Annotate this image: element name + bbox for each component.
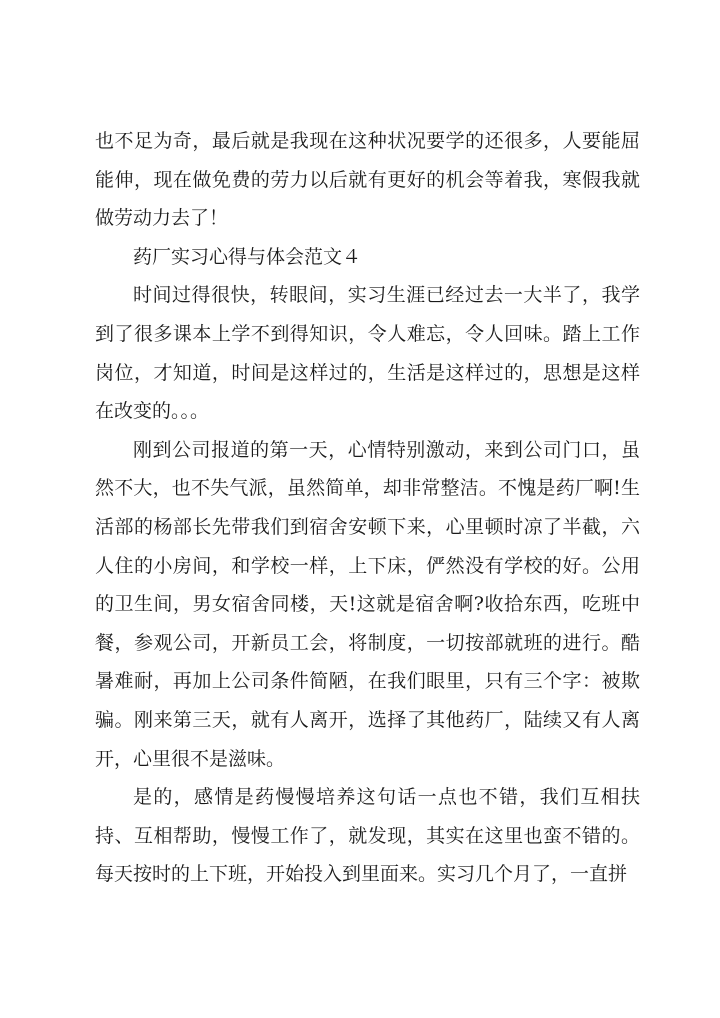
paragraph-first-day: 刚到公司报道的第一天，心情特别激动，来到公司门口，虽然不大，也不失气派，虽然简单，却非常整洁。不愧是药厂啊!生活部的杨部长先带我们到宿舍安顿下来，心里顿时凉了半截，六人住的小房间，和学校一样，上下床，俨然没有学校的好。公用的卫生间，男女宿舍同楼，天!这就是宿舍啊?收拾东西，吃班中餐，参观公司，开新员工会，将制度，一切按部就班的进行。酷暑难耐，再加上公司条件简陋，在我们眼里，只有三个字：被欺骗。刚来第三天，就有人离开，选择了其他药厂，陆续又有人离开，心里很不是滋味。: [95, 438, 640, 770]
paragraph-mutual-help: 是的，感情是药慢慢培养这句话一点也不错，我们互相扶持、互相帮助，慢慢工作了，就发现，其实在这里也蛮不错的。每天按时的上下班，开始投入到里面来。实习几个月了，一直拼: [95, 786, 640, 886]
paragraph-time-passing: 时间过得很快，转眼间，实习生涯已经过去一大半了，我学到了很多课本上学不到得知识，令人难忘，令人回味。踏上工作岗位，才知道，时间是这样过的，生活是这样过的，思想是这样在改变的。。。: [95, 284, 640, 423]
section-heading: 药厂实习心得与体会范文４: [133, 245, 362, 268]
document-body: [95, 122, 640, 894]
paragraph-continuation: 也不足为奇，最后就是我现在这种状况要学的还很多，人要能屈能伸，现在做免费的劳力以后就有更好的机会等着我，寒假我就做劳动力去了！: [95, 130, 640, 230]
